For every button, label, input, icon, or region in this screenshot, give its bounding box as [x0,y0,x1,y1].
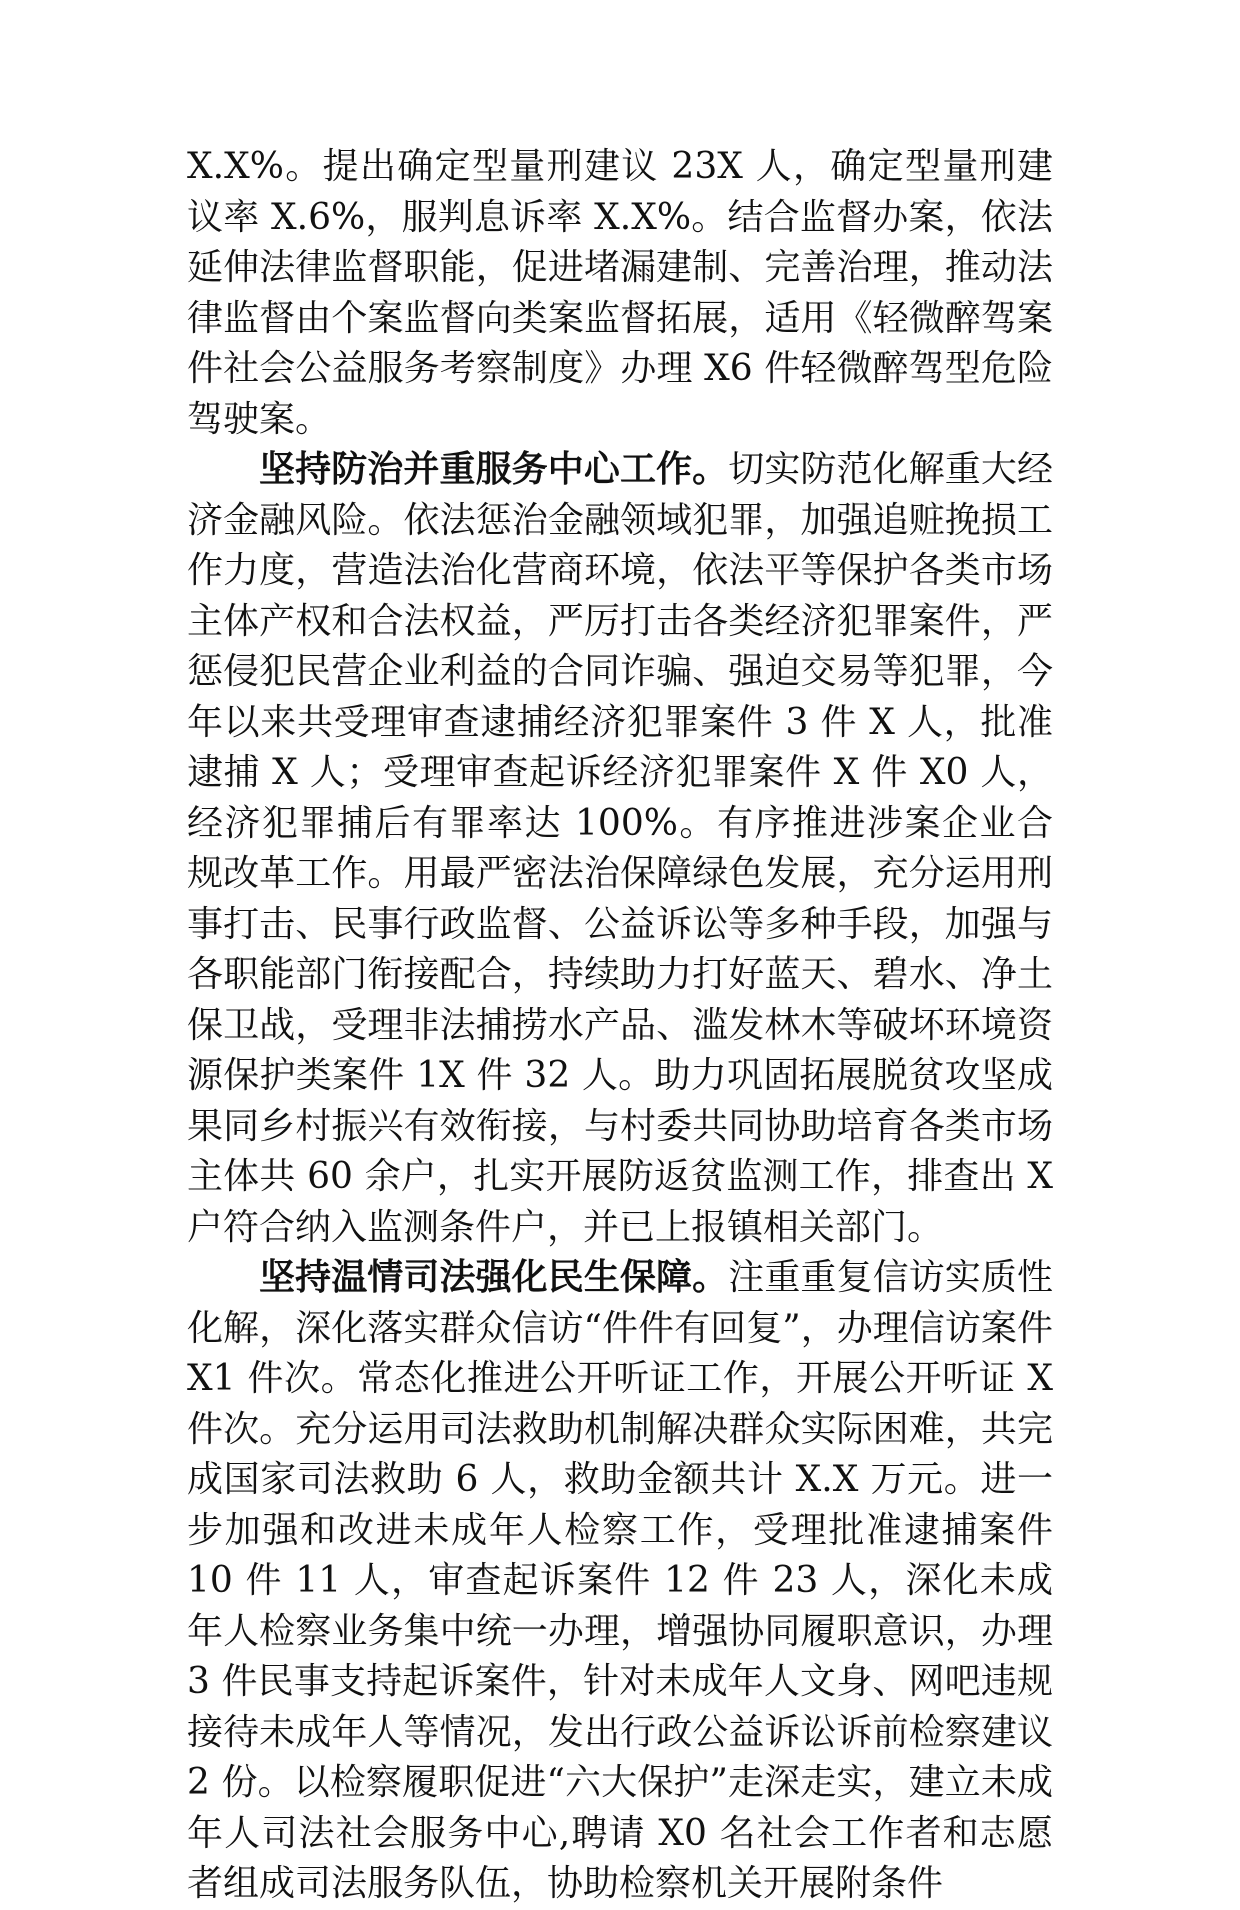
paragraph-continuation [187,142,1053,445]
paragraph-economic-service [187,445,1053,1253]
paragraph-livelihood [187,1253,1053,1910]
paragraph-heading: 坚持温情司法强化民生保障。 [259,1257,729,1298]
paragraph-body: 切实防范化解重大经济金融风险。依法惩治金融领域犯罪，加强追赃挽损工作力度，营造法治化营商环境，依法平等保护各类市场主体产权和合法权益，严厉打击各类经济犯罪案件，严惩侵犯民营企业利益的合同诈骗、强迫交易等犯罪，今年以来共受理审查逮捕经济犯罪案件 3 件 X 人，批准逮捕 X 人；受理审查起诉经济犯罪案件 X 件 X0 人，经济犯罪捕后有罪率达 100%。有序推进涉案企业合规改革工作。用最严密法治保障绿色发展，充分运用刑事打击、民事行政监督、公益诉讼等多种手段，加强与各职能部门衔接配合，持续助力打好蓝天、碧水、净土保卫战，受理非法捕捞水产品、滥发林木等破坏环境资源保护类案件 1X 件 32 人。助力巩固拓展脱贫攻坚成果同乡村振兴有效衔接，与村委共同协助培育各类市场主体共 60 余户，扎实开展防返贫监测工作，排查出 X 户符合纳入监测条件户，并已上报镇相关部门。 [187,449,1053,1248]
body-text [187,142,1053,1910]
paragraph-heading: 坚持防治并重服务中心工作。 [259,449,729,490]
paragraph-body: 注重重复信访实质性化解，深化落实群众信访“件件有回复”，办理信访案件 X1 件次。常态化推进公开听证工作，开展公开听证 X 件次。充分运用司法救助机制解决群众实际困难，共完成国家司法救助 6 人，救助金额共计 X.X 万元。进一步加强和改进未成年人检察工作，受理批准逮捕案件 10 件 11 人，审查起诉案件 12 件 23 人，深化未成年人检察业务集中统一办理，增强协同履职意识，办理 3 件民事支持起诉案件，针对未成年人文身、网吧违规接待未成年人等情况，发出行政公益诉讼诉前检察建议 2 份。以检察履职促进“六大保护”走深走实，建立未成年人司法社会服务中心,聘请 X0 名社会工作者和志愿者组成司法服务队伍，协助检察机关开展附条件 [187,1257,1053,1904]
paragraph-body: X.X%。提出确定型量刑建议 23X 人，确定型量刑建议率 X.6%，服判息诉率 X.X%。结合监督办案，依法延伸法律监督职能，促进堵漏建制、完善治理，推动法律监督由个案监督向类案监督拓展，适用《轻微醉驾案件社会公益服务考察制度》办理 X6 件轻微醉驾型危险驾驶案。 [187,146,1053,440]
